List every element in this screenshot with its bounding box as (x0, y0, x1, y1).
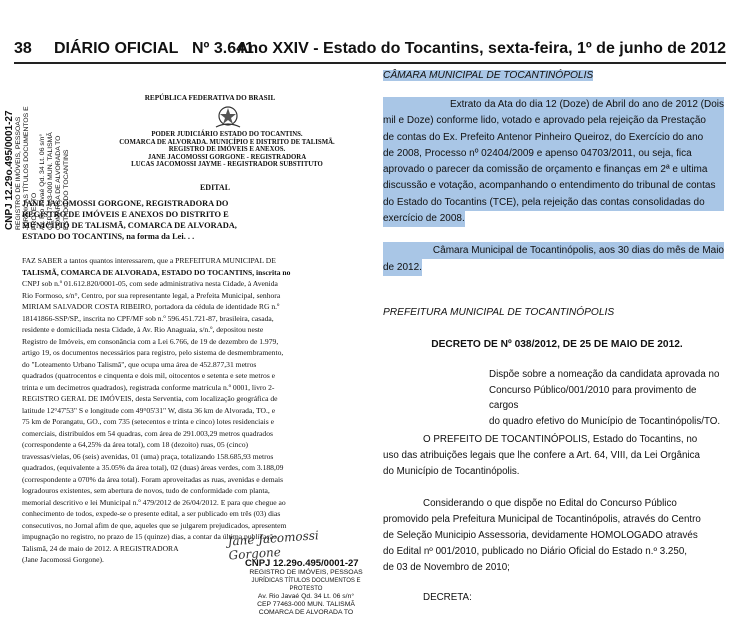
camara-line: aprovado o parecer da comissão de orçamento e finanças em 2ª e ultima (383, 162, 724, 178)
prefeito-paragraph (383, 432, 724, 480)
body-line: do "Loteamento Urbano Talismã", que ocupa uma área de 452.877,31 metros (22, 359, 257, 369)
body-line: Talismã, 24 de maio de 2012. A REGISTRADORA (22, 543, 179, 553)
prefeito-line: do Município de Tocantinópolis. (383, 466, 520, 477)
coat-of-arms-icon (213, 103, 243, 131)
camara-line: Extrato da Ata do dia 12 (Doze) de Abril do ano de 2012 (Dois (383, 97, 724, 113)
decreta-label: DECRETA: (423, 592, 472, 603)
body-line: MIRIAM SALVADOR COSTA RIBEIRO, portadora da cédula de identidade RG n.º (22, 302, 280, 311)
prefeito-line: O PREFEITO DE TOCANTINÓPOLIS, Estado do Tocantins, no (423, 434, 698, 445)
body-line: latitude 12°47'53" S e longitude com 49°05'31" W, dista 36 km de Alvorada, TO., e (22, 405, 276, 415)
ementa-line: Dispõe sobre a nomeação da candidata aprovada no (489, 369, 720, 380)
edital-title: EDITAL (199, 183, 231, 192)
stamp-line: REGISTRO DE IMÓVEIS, PESSOAS (249, 569, 363, 576)
court-line: REGISTRO DE IMÓVEIS E ANEXOS. (168, 146, 286, 154)
body-line: impugnação no registro, no prazo de 15 (quinze) dias, a contar da última publicação. (22, 532, 279, 541)
intro-line: MUNICÍPIO DE TALISMÃ, COMARCA DE ALVORADA, (22, 221, 237, 230)
camara-heading (383, 68, 724, 84)
camara-date-line: Câmara Municipal de Tocantinópolis, aos 30 dias do mês de Maio (383, 242, 724, 259)
republic-title: REPÚBLICA FEDERATIVA DO BRASIL (144, 94, 276, 102)
body-line: REGISTRO GERAL DE IMÓVEIS, desta Serventia, com localização geográfica de (22, 394, 278, 403)
stamp-line: CEP 77463-000 MUN. TALISMÃ (47, 132, 54, 230)
considerando-line: Considerando o que dispõe no Edital do Concurso Público (423, 498, 677, 509)
body-line: comerciais, distribuídos em 54 quadras, com área de 291.003,29 metros quadrados (22, 428, 273, 438)
considerando-paragraph (383, 496, 724, 576)
camara-line: de 2008, Processo nº 02404/2009 e apenso 04703/2011, ou seja, fica (383, 146, 724, 162)
header-date-line: Ano XXIV - Estado do Tocantins, sexta-feira, 1º de junho de 2012 (236, 40, 726, 57)
court-line: JANE JACOMOSSI GORGONE - REGISTRADORA (147, 153, 307, 161)
ementa-line: Concurso Público/001/2010 para provimento de cargos (489, 384, 697, 411)
stamp-line: COMARCA DE ALVORADA TO (55, 135, 62, 230)
prefeito-line: uso das atribuições legais que lhe confere a Art. 64, VIII, da Lei Orgânica (383, 450, 700, 461)
considerando-line: do Edital nº 001/2010, publicado no Diário Oficial do Estado n.º 3.250, (383, 546, 687, 557)
camara-line: do Estado do Tocantins (TCE), pela rejeição das contas consolidadas do (383, 195, 724, 211)
body-line: logradouros existentes, sem abertura de novos, tudo de conformidade com planta, (22, 486, 270, 495)
camara-extract (383, 97, 724, 227)
body-line: (Jane Jacomossi Gorgone). (22, 555, 104, 564)
court-line: COMARCA DE ALVORADA. MUNICÍPIO E DISTRITO DE TALISMÃ. (119, 138, 335, 146)
stamp-line: Av. Rio Javaé Qd. 34 Lt. 06 s/n° (39, 133, 46, 230)
camara-line: mil e Doze) conforme lido, votado e aprovado pela rejeição da Prestação (383, 113, 724, 129)
stamp-line: CEP 77463-000 MUN. TALISMÃ (257, 601, 355, 608)
intro-line: JANE JACOMOSSI GORGONE, REGISTRADORA DO (22, 199, 229, 208)
body-line: trinta e um decimetros quadrados), registrada conforme matrícula n.º 0001, livro 2- (22, 382, 275, 392)
page-number: 38 (14, 40, 32, 57)
body-line: residente e domiciliada nesta Cidade, à Av. Rio Anaguaia, s/n.º, depositou neste (22, 325, 264, 334)
body-line: 75 km de Porangatu, GO., com 735 (setecentos e trinta e cinco) lotes residenciais e (22, 417, 274, 426)
body-line: consecutivos, no Jornal afim de que, aqueles que se julgarem prejudicados, apresentem (22, 520, 287, 530)
decreto-title: DECRETO DE Nº 038/2012, DE 25 DE MAIO DE 2012. (431, 339, 683, 350)
registrar-signature: Jane Jacomossi Gorgone (227, 528, 320, 563)
body-line: CNPJ sob n.º 01.612.820/0001-05, com sede administrativa nesta Cidade, à Avenida (22, 279, 278, 288)
camara-date (383, 242, 724, 276)
stamp-line: REGISTRO DE IMÓVEIS, PESSOAS (15, 116, 22, 230)
registry-stamp-bottom (245, 558, 367, 617)
stamp-line: Av. Rio Javaé Qd. 34 Lt. 06 s/n° (257, 593, 355, 600)
decreto-ementa (489, 367, 725, 429)
body-line: travessas/vielas, 06 (seis) avenidas, 01 (uma) praça, totalizando 158.685,93 metros (22, 451, 274, 461)
stamp-line: JURÍDICAS TÍTULOS DOCUMENTOS E PROTESTO (251, 578, 361, 592)
intro-line: ESTADO DO TOCANTINS, na forma da Lei. . . (22, 232, 195, 241)
court-line: PODER JUDICIÁRIO ESTADO DO TOCANTINS. (151, 131, 303, 138)
registrar-intro (22, 198, 352, 242)
court-block (92, 131, 362, 169)
prefeitura-heading: PREFEITURA MUNICIPAL DE TOCANTINÓPOLIS (383, 307, 615, 318)
body-line: quadrados, (equivalente a 35.05% da área total), 02 (duas) áreas verdes, com 3.188,09 (22, 463, 284, 472)
stamp-cnpj: CNPJ 12.29o.495/0001-27 (245, 558, 359, 569)
body-line: artigo 19, os documentos necessários para registro, pelo sistema de desmembramento, (22, 348, 284, 357)
body-line: Registro de Imóveis, em consonância com a Lei 6.766, de 19 de dezembro de 1.979, (22, 336, 279, 346)
body-line: Rio Formoso, s/n°, Centro, por sua representante legal, a Prefeita Municipal, senhora (22, 290, 281, 300)
camara-date-line: de 2012. (383, 259, 422, 276)
stamp-cnpj: CNPJ 12.29o.495/0001-27 (4, 110, 15, 230)
body-line: (correspondente a 070% da área total). Foram aproveitadas as ruas, avenidas e demais (22, 474, 284, 484)
body-line: conhecimento de todos, expede-se o presente edital, a ser publicado em três (03) dias (22, 509, 281, 518)
intro-line: REGISTRO DE IMÓVEIS E ANEXOS DO DISTRITO E (22, 210, 229, 219)
stamp-line: JURÍDICAS TÍTULOS DOCUMENTOS E PROTESTO (23, 106, 38, 230)
header-rule (14, 62, 726, 64)
considerando-line: de 03 de Novembro de 2010; (383, 562, 510, 573)
court-line: LUCAS JACOMOSSI JAYME - REGISTRADOR SUBSTITUTO (131, 161, 323, 169)
considerando-line: de Seleção Municipio Assessoria, devidamente HOMOLOGADO através (383, 530, 698, 541)
body-line: quadrados (quatrocentos e cinquenta e dois mil, oitocentos e setenta e sete metros e (22, 371, 276, 380)
paper-name: DIÁRIO OFICIAL (54, 40, 179, 57)
edital-body (22, 255, 346, 566)
camara-heading-text: CÂMARA MUNICIPAL DE TOCANTINÓPOLIS (383, 70, 594, 81)
body-line: memorial descritivo e lei Municipal n.º 479/2012 de 26/04/2012. E para que chegue ao (22, 497, 286, 507)
stamp-line: COMARCA DE ALVORADA TO (258, 609, 354, 616)
body-line: TALISMÃ, COMARCA DE ALVORADA, ESTADO DO TOCANTINS, inscrita no (22, 267, 291, 277)
camara-line: de contas do Ex. Prefeito Antenor Pinheiro Queiroz, do Exercício do ano (383, 130, 724, 146)
ementa-line: do quadro efetivo do Município de Tocantinópolis/TO. (489, 415, 721, 427)
camara-line: exercício de 2008. (383, 211, 465, 227)
page-header (14, 40, 726, 62)
camara-line: discussão e votação, acompanhando o entendimento do tribunal de contas (383, 178, 724, 194)
body-line: 18141866-SSP/SP., inscrita no CPF/MF sob n.º 596.451.721-87, brasileira, casada, (22, 313, 274, 323)
stamp-line: ESTADO DO TOCANTINS (63, 149, 70, 230)
considerando-line: promovido pela Prefeitura Municipal de Tocantinópolis, através do Centro (383, 514, 701, 525)
edition-number: Nº 3.641 (192, 40, 254, 57)
body-line: (correspondente a 64,25% da área total), com 18 (dezoito) ruas, 05 (cinco) (22, 440, 249, 449)
body-line: FAZ SABER a tantos quantos interessarem, que a PREFEITURA MUNICIPAL DE (22, 256, 276, 265)
